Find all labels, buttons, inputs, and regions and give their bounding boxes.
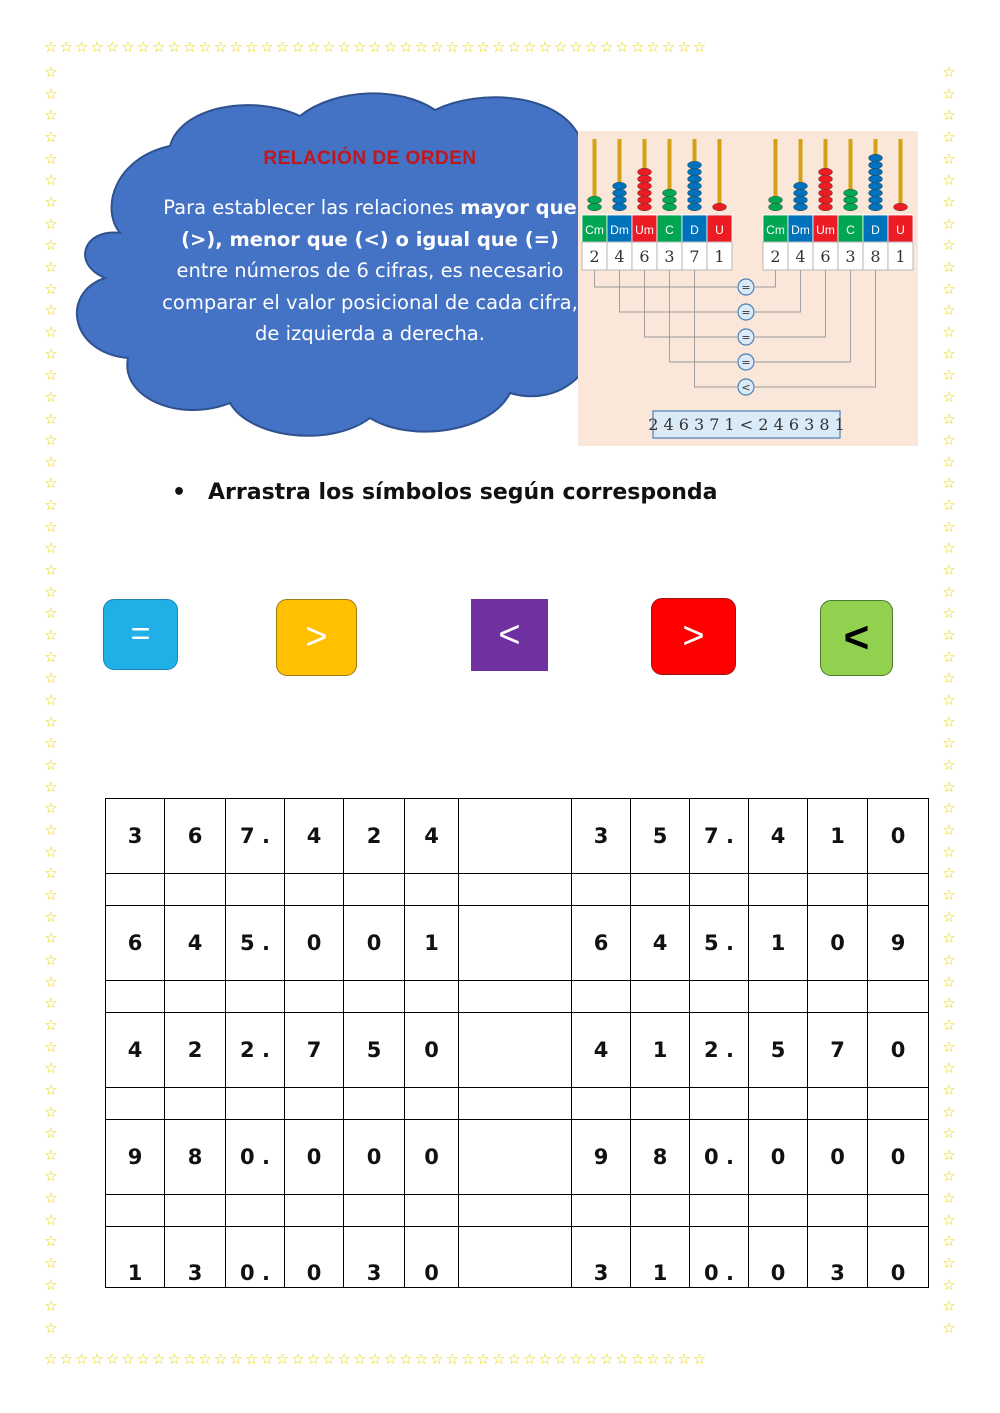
abacus-bead: [869, 203, 883, 211]
right-digit-cell: 0 .: [690, 1120, 749, 1195]
abacus-label: Cm: [585, 223, 604, 237]
abacus-digit: 2: [589, 247, 600, 266]
table-row: [106, 1013, 929, 1088]
abacus-digit: 8: [870, 247, 881, 266]
right-digit-cell: 5: [631, 799, 690, 874]
spacer-cell: [226, 1088, 285, 1120]
left-digit-cell: 0: [285, 906, 344, 981]
abacus-bead: [869, 196, 883, 204]
left-digit-cell: 6: [165, 799, 226, 874]
connector-line: [755, 270, 826, 337]
spacer-cell: [226, 874, 285, 906]
symbol-tile-less-purple[interactable]: <: [471, 599, 548, 671]
abacus-digit: 3: [664, 247, 675, 266]
right-digit-cell: 0: [868, 1120, 929, 1195]
spacer-cell: [405, 874, 459, 906]
abacus-panel: [578, 131, 918, 446]
spacer-cell: [344, 874, 405, 906]
abacus-label: Dm: [791, 223, 810, 237]
spacer-cell: [344, 1088, 405, 1120]
right-digit-cell: 1: [631, 1013, 690, 1088]
abacus-bead: [769, 196, 783, 204]
connector-line: [755, 270, 801, 312]
spacer-cell: [226, 1195, 285, 1227]
star-border-left: ☆ ☆ ☆ ☆ ☆ ☆ ☆ ☆ ☆ ☆ ☆ ☆ ☆ ☆ ☆ ☆ ☆ ☆ ☆ ☆ ☆ ☆ ☆ ☆ ☆ ☆ ☆ ☆ ☆ ☆ ☆ ☆ ☆ ☆ ☆ ☆ ☆ ☆ ☆ ☆ ☆ ☆ ☆ ☆ ☆ ☆ ☆ ☆ ☆ ☆ ☆ ☆ ☆ ☆ ☆ ☆ ☆ ☆ ☆: [44, 63, 58, 1338]
right-digit-cell: 0: [868, 799, 929, 874]
left-digit-cell: 0: [405, 1227, 459, 1288]
symbol-tile-greater-red[interactable]: >: [651, 598, 736, 675]
abacus-digit: 4: [795, 247, 806, 266]
right-digit-cell: 0: [749, 1120, 808, 1195]
spacer-cell: [749, 981, 808, 1013]
abacus-label: D: [871, 223, 880, 237]
abacus-bead: [663, 196, 677, 204]
connector-line: [595, 270, 738, 287]
spacer-cell: [165, 1195, 226, 1227]
left-digit-cell: 0 .: [226, 1120, 285, 1195]
comparison-symbol: <: [741, 381, 751, 394]
spacer-cell: [459, 874, 572, 906]
table-row: [106, 1120, 929, 1195]
spacer-cell: [868, 1195, 929, 1227]
right-digit-cell: 8: [631, 1120, 690, 1195]
abacus-bead: [769, 203, 783, 211]
abacus-rod: [718, 139, 722, 211]
abacus-bead: [819, 175, 833, 183]
abacus-bead: [794, 189, 808, 197]
spacer-cell: [285, 981, 344, 1013]
cloud-text: [160, 192, 580, 350]
spacer-row: [106, 981, 929, 1013]
abacus-digit: 6: [639, 247, 650, 266]
connector-line: [755, 270, 776, 287]
instruction-text: Arrastra los símbolos según corresponda: [208, 480, 718, 505]
abacus-bead: [638, 196, 652, 204]
spacer-cell: [749, 1088, 808, 1120]
left-digit-cell: 8: [165, 1120, 226, 1195]
symbol-drop-zone[interactable]: [459, 906, 572, 981]
abacus-digit: 2: [770, 247, 781, 266]
abacus-bead: [613, 182, 627, 190]
left-digit-cell: 0: [285, 1227, 344, 1288]
right-digit-cell: 0: [808, 906, 868, 981]
abacus-bead: [688, 161, 702, 169]
spacer-cell: [690, 874, 749, 906]
connector-line: [670, 270, 738, 362]
abacus-bead: [613, 196, 627, 204]
abacus-bead: [819, 203, 833, 211]
spacer-cell: [631, 1088, 690, 1120]
connector-line: [755, 270, 876, 387]
spacer-cell: [405, 1088, 459, 1120]
left-digit-cell: 6: [106, 906, 165, 981]
abacus-bead: [869, 189, 883, 197]
right-digit-cell: 0: [808, 1120, 868, 1195]
symbol-tile-less-green[interactable]: <: [820, 600, 893, 676]
abacus-bead: [688, 196, 702, 204]
abacus-digit: 6: [820, 247, 831, 266]
left-digit-cell: 0: [405, 1013, 459, 1088]
spacer-cell: [459, 1195, 572, 1227]
abacus-bead: [819, 182, 833, 190]
abacus-bead: [688, 182, 702, 190]
left-digit-cell: 7: [285, 1013, 344, 1088]
spacer-cell: [165, 1088, 226, 1120]
right-digit-cell: 6: [572, 906, 631, 981]
spacer-row: [106, 874, 929, 906]
abacus-bead: [894, 203, 908, 211]
table-row: [106, 906, 929, 981]
cloud-title: RELACIÓN DE ORDEN: [263, 148, 477, 169]
right-digit-cell: 7: [808, 1013, 868, 1088]
spacer-cell: [808, 981, 868, 1013]
spacer-cell: [868, 874, 929, 906]
abacus-bead: [794, 203, 808, 211]
abacus-bead: [688, 189, 702, 197]
bullet-icon: •: [172, 480, 187, 505]
spacer-cell: [405, 981, 459, 1013]
abacus-label: Cm: [766, 223, 785, 237]
abacus-label: Dm: [610, 223, 629, 237]
left-digit-cell: 1: [405, 906, 459, 981]
abacus-bead: [638, 203, 652, 211]
abacus-bead: [663, 189, 677, 197]
spacer-cell: [165, 981, 226, 1013]
connector-line: [620, 270, 738, 312]
spacer-cell: [572, 1088, 631, 1120]
abacus-bead: [688, 175, 702, 183]
abacus-rod: [899, 139, 903, 211]
right-digit-cell: 0: [868, 1227, 929, 1288]
abacus-bead: [869, 175, 883, 183]
left-digit-cell: 4: [165, 906, 226, 981]
spacer-row: [106, 1195, 929, 1227]
connector-line: [755, 270, 851, 362]
abacus-bead: [869, 182, 883, 190]
cloud-text-part-2: entre números de 6 cifras, es necesario comparar el valor posicional de cada cifra, de izquierda a derecha.: [162, 259, 578, 345]
abacus-illustration: [578, 131, 918, 446]
star-border-right: ☆ ☆ ☆ ☆ ☆ ☆ ☆ ☆ ☆ ☆ ☆ ☆ ☆ ☆ ☆ ☆ ☆ ☆ ☆ ☆ ☆ ☆ ☆ ☆ ☆ ☆ ☆ ☆ ☆ ☆ ☆ ☆ ☆ ☆ ☆ ☆ ☆ ☆ ☆ ☆ ☆ ☆ ☆ ☆ ☆ ☆ ☆ ☆ ☆ ☆ ☆ ☆ ☆ ☆ ☆ ☆ ☆ ☆ ☆: [942, 63, 956, 1338]
spacer-row: [106, 1088, 929, 1120]
abacus-bead: [688, 168, 702, 176]
spacer-cell: [106, 1088, 165, 1120]
abacus-bead: [869, 161, 883, 169]
abacus-bead: [638, 175, 652, 183]
abacus-bead: [638, 182, 652, 190]
table-row: [106, 799, 929, 874]
spacer-cell: [631, 874, 690, 906]
right-digit-cell: 7 .: [690, 799, 749, 874]
abacus-bead: [794, 182, 808, 190]
spacer-cell: [344, 981, 405, 1013]
left-digit-cell: 7 .: [226, 799, 285, 874]
spacer-cell: [106, 981, 165, 1013]
right-digit-cell: 0: [868, 1013, 929, 1088]
spacer-cell: [226, 981, 285, 1013]
abacus-bead: [794, 196, 808, 204]
spacer-cell: [459, 1088, 572, 1120]
comparison-table: [105, 798, 929, 1288]
spacer-cell: [868, 1088, 929, 1120]
right-digit-cell: 3: [808, 1227, 868, 1288]
star-border-bottom: ☆☆☆☆☆☆☆☆☆☆☆☆☆☆☆☆☆☆☆☆☆☆☆☆☆☆☆☆☆☆☆☆☆☆☆☆☆☆☆☆☆☆☆: [44, 1350, 709, 1368]
spacer-cell: [808, 874, 868, 906]
right-digit-cell: 3: [572, 1227, 631, 1288]
abacus-bead: [869, 168, 883, 176]
abacus-digit: 1: [895, 247, 906, 266]
abacus-label: U: [715, 223, 724, 237]
symbol-drop-zone[interactable]: [459, 1120, 572, 1195]
left-digit-cell: 3: [106, 799, 165, 874]
right-digit-cell: 0 .: [690, 1227, 749, 1288]
abacus-bead: [613, 203, 627, 211]
comparison-symbol: =: [741, 331, 751, 344]
left-digit-cell: 2: [165, 1013, 226, 1088]
abacus-bead: [688, 203, 702, 211]
left-digit-cell: 3: [165, 1227, 226, 1288]
symbol-tile-equal[interactable]: =: [103, 599, 178, 670]
spacer-cell: [572, 981, 631, 1013]
abacus-bead: [613, 189, 627, 197]
spacer-cell: [459, 981, 572, 1013]
abacus-digit: 4: [614, 247, 625, 266]
instruction: [172, 480, 718, 505]
left-digit-cell: 5 .: [226, 906, 285, 981]
abacus-bead: [844, 203, 858, 211]
abacus-bead: [588, 196, 602, 204]
symbol-drop-zone[interactable]: [459, 1227, 572, 1288]
left-digit-cell: 1: [106, 1227, 165, 1288]
right-digit-cell: 1: [631, 1227, 690, 1288]
left-digit-cell: 2 .: [226, 1013, 285, 1088]
abacus-bead: [638, 189, 652, 197]
connector-line: [645, 270, 738, 337]
spacer-cell: [690, 1088, 749, 1120]
left-digit-cell: 5: [344, 1013, 405, 1088]
right-digit-cell: 1: [808, 799, 868, 874]
spacer-cell: [285, 1195, 344, 1227]
abacus-bead: [588, 203, 602, 211]
spacer-cell: [106, 1195, 165, 1227]
left-digit-cell: 2: [344, 799, 405, 874]
spacer-cell: [749, 874, 808, 906]
spacer-cell: [808, 1088, 868, 1120]
comparison-symbol: =: [741, 281, 751, 294]
left-digit-cell: 0 .: [226, 1227, 285, 1288]
right-digit-cell: 1: [749, 906, 808, 981]
spacer-cell: [749, 1195, 808, 1227]
spacer-cell: [808, 1195, 868, 1227]
abacus-label: Um: [635, 223, 654, 237]
spacer-cell: [572, 874, 631, 906]
abacus-digit: 1: [714, 247, 725, 266]
right-digit-cell: 4: [749, 799, 808, 874]
connector-line: [695, 270, 738, 387]
left-digit-cell: 0: [344, 906, 405, 981]
star-border-top: ☆☆☆☆☆☆☆☆☆☆☆☆☆☆☆☆☆☆☆☆☆☆☆☆☆☆☆☆☆☆☆☆☆☆☆☆☆☆☆☆☆☆☆: [44, 38, 709, 56]
right-digit-cell: 5: [749, 1013, 808, 1088]
left-digit-cell: 3: [344, 1227, 405, 1288]
right-digit-cell: 0: [749, 1227, 808, 1288]
comparison-symbol: =: [741, 356, 751, 369]
spacer-cell: [868, 981, 929, 1013]
spacer-cell: [165, 874, 226, 906]
spacer-cell: [631, 981, 690, 1013]
cloud-text-part-1: Para establecer las relaciones: [163, 196, 461, 219]
abacus-bead: [869, 154, 883, 162]
abacus-digit: 7: [689, 247, 700, 266]
spacer-cell: [690, 1195, 749, 1227]
spacer-cell: [285, 874, 344, 906]
spacer-cell: [344, 1195, 405, 1227]
right-digit-cell: 3: [572, 799, 631, 874]
abacus-bead: [819, 196, 833, 204]
left-digit-cell: 0: [285, 1120, 344, 1195]
result-text: 2 4 6 3 7 1 < 2 4 6 3 8 1: [648, 415, 845, 434]
abacus-digit: 3: [845, 247, 856, 266]
abacus-bead: [638, 168, 652, 176]
symbol-tile-greater-yellow[interactable]: >: [276, 599, 357, 676]
abacus-label: D: [690, 223, 699, 237]
symbol-drop-zone[interactable]: [459, 799, 572, 874]
cloud-text-bold: mayor que (>), menor que (<) o igual que (=): [181, 196, 577, 251]
abacus-bead: [819, 168, 833, 176]
left-digit-cell: 4: [106, 1013, 165, 1088]
right-digit-cell: 9: [572, 1120, 631, 1195]
abacus-bead: [844, 196, 858, 204]
spacer-cell: [106, 874, 165, 906]
spacer-cell: [405, 1195, 459, 1227]
left-digit-cell: 4: [285, 799, 344, 874]
abacus-label: C: [846, 223, 855, 237]
abacus-bead: [819, 189, 833, 197]
right-digit-cell: 5 .: [690, 906, 749, 981]
right-digit-cell: 2 .: [690, 1013, 749, 1088]
spacer-cell: [690, 981, 749, 1013]
right-digit-cell: 4: [572, 1013, 631, 1088]
abacus-label: Um: [816, 223, 835, 237]
left-digit-cell: 9: [106, 1120, 165, 1195]
abacus-bead: [713, 203, 727, 211]
left-digit-cell: 0: [344, 1120, 405, 1195]
left-digit-cell: 0: [405, 1120, 459, 1195]
abacus-label: C: [665, 223, 674, 237]
comparison-symbol: =: [741, 306, 751, 319]
spacer-cell: [285, 1088, 344, 1120]
spacer-cell: [631, 1195, 690, 1227]
left-digit-cell: 4: [405, 799, 459, 874]
symbol-drop-zone[interactable]: [459, 1013, 572, 1088]
table-row: [106, 1227, 929, 1288]
abacus-bead: [663, 203, 677, 211]
spacer-cell: [572, 1195, 631, 1227]
abacus-label: U: [896, 223, 905, 237]
right-digit-cell: 4: [631, 906, 690, 981]
right-digit-cell: 9: [868, 906, 929, 981]
abacus-bead: [844, 189, 858, 197]
